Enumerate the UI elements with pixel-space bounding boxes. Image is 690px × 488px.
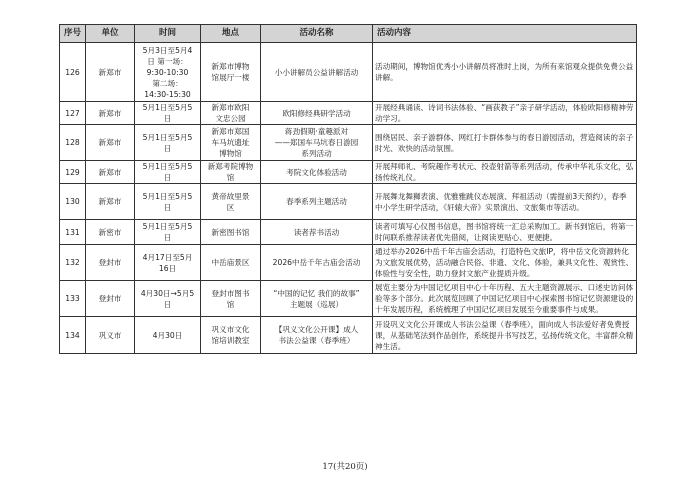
row-number: 129 bbox=[65, 167, 80, 177]
table-row bbox=[60, 43, 637, 102]
row-number: 133 bbox=[65, 294, 80, 303]
row-time: 5月1日至5月5 日 bbox=[142, 162, 193, 182]
row-activity-name-cell bbox=[261, 184, 373, 220]
row-number: 128 bbox=[65, 138, 80, 147]
row-activity-name-cell bbox=[261, 245, 373, 281]
row-activity-content: 通过举办2026中岳千年古庙会活动，打造特色文旅IP，将中岳文化资源转化为文旅发展优势，活动融合民俗、非遗、文化、体验，兼具文化性、观赏性、体验性与安全性，助力登封文旅产业提质升级。 bbox=[375, 247, 634, 278]
row-unit: 新密市 bbox=[98, 227, 122, 237]
row-time-cell bbox=[135, 102, 201, 125]
row-time: 4月17日至5月 16日 bbox=[142, 252, 193, 273]
row-activity-content: 读者可填写心仪图书信息，图书馆将统一汇总采购加工。新书到馆后，将第一时间联系推荐读者优先借阅，让阅读更贴心、更便捷。 bbox=[375, 222, 634, 242]
row-activity-name: 春季系列主题活动 bbox=[286, 197, 347, 206]
row-place: 新郑市博物 馆展厅一楼 bbox=[211, 62, 250, 82]
row-place-cell bbox=[201, 220, 261, 245]
row-activity-content-cell bbox=[373, 317, 637, 354]
row-activity-name: 蒋劲假期·童趣派对 ——郑国车马坑春日游园 系列活动 bbox=[274, 127, 359, 158]
row-place: 中岳庙景区 bbox=[211, 258, 250, 267]
row-place-cell bbox=[201, 102, 261, 125]
row-activity-content: 活动期间，博物馆优秀小小讲解员将准时上岗，为所有来馆观众提供免费公益讲解。 bbox=[375, 62, 634, 82]
activity-table bbox=[59, 24, 637, 354]
row-unit-cell bbox=[86, 317, 135, 354]
row-time-cell bbox=[135, 281, 201, 317]
row-place: 新密图书馆 bbox=[211, 227, 250, 237]
row-activity-content-cell bbox=[373, 220, 637, 245]
row-place-cell bbox=[201, 245, 261, 281]
row-activity-name: 欧阳修经典研学活动 bbox=[282, 108, 351, 118]
row-activity-content: 开展拜师礼、考院趣作考状元、投壶射箭等系列活动，传承中华礼乐文化，弘扬传统礼仪。 bbox=[375, 162, 634, 182]
row-unit-cell bbox=[86, 184, 135, 220]
row-activity-content-cell bbox=[373, 281, 637, 317]
row-unit: 登封市 bbox=[98, 258, 122, 267]
table-body bbox=[60, 43, 637, 354]
header-activity-name: 活动名称 bbox=[261, 25, 373, 43]
table-row bbox=[60, 245, 637, 281]
header-activity-content: 活动内容 bbox=[373, 25, 637, 43]
row-activity-content: 围绕居民、亲子游群体、网红打卡群体参与的春日游园活动，营造阅读的亲子时光、欢快的活动氛围。 bbox=[375, 132, 634, 153]
row-activity-content-cell bbox=[373, 184, 637, 220]
row-number-cell bbox=[60, 281, 86, 317]
row-time: 5月1日至5月5 日 bbox=[142, 103, 193, 123]
row-place: 黄帝故里景 区 bbox=[211, 191, 250, 212]
row-unit: 新郑市 bbox=[98, 197, 122, 206]
row-place-cell bbox=[201, 161, 261, 184]
header-place: 地点 bbox=[201, 25, 261, 43]
row-number: 126 bbox=[65, 67, 80, 77]
row-number: 132 bbox=[65, 258, 80, 267]
row-activity-name-cell bbox=[261, 125, 373, 161]
table-header-row bbox=[60, 25, 637, 43]
row-place: 新郑考院博物 馆 bbox=[207, 162, 254, 182]
row-unit: 登封市 bbox=[98, 294, 122, 303]
row-activity-name: 【巩义文化公开课】成人 书法公益课（春季班） bbox=[274, 325, 359, 345]
row-activity-name: 考院文化体验活动 bbox=[286, 167, 347, 177]
row-place-cell bbox=[201, 125, 261, 161]
row-unit-cell bbox=[86, 220, 135, 245]
table-row bbox=[60, 220, 637, 245]
row-activity-name-cell bbox=[261, 102, 373, 125]
table-row bbox=[60, 281, 637, 317]
row-unit: 新郑市 bbox=[98, 108, 122, 118]
row-time-cell bbox=[135, 161, 201, 184]
row-number-cell bbox=[60, 102, 86, 125]
row-unit: 巩义市 bbox=[98, 330, 122, 340]
row-unit-cell bbox=[86, 281, 135, 317]
row-time: 4月30日 bbox=[152, 330, 183, 340]
row-time-cell bbox=[135, 245, 201, 281]
row-activity-name: 2026中岳千年古庙会活动 bbox=[272, 258, 361, 267]
row-activity-content-cell bbox=[373, 161, 637, 184]
row-time-cell bbox=[135, 125, 201, 161]
row-number-cell bbox=[60, 220, 86, 245]
row-unit-cell bbox=[86, 43, 135, 102]
row-time-cell bbox=[135, 220, 201, 245]
row-activity-name-cell bbox=[261, 43, 373, 102]
row-time: 5月3日至5月4 日 第一场： 9:30-10:30 第二场： 14:30-15:30 bbox=[142, 45, 193, 99]
row-unit: 新郑市 bbox=[98, 138, 122, 147]
row-number: 134 bbox=[65, 330, 80, 340]
table-row bbox=[60, 125, 637, 161]
row-time: 5月1日至5月5 日 bbox=[142, 222, 193, 242]
row-activity-name-cell bbox=[261, 220, 373, 245]
row-place-cell bbox=[201, 184, 261, 220]
row-time: 5月1日至5月5 日 bbox=[142, 191, 193, 212]
row-time-cell bbox=[135, 317, 201, 354]
row-number-cell bbox=[60, 125, 86, 161]
row-place: 新郑市郑国 车马坑遗址 博物馆 bbox=[211, 127, 250, 158]
row-place-cell bbox=[201, 281, 261, 317]
table-row bbox=[60, 184, 637, 220]
row-time: 5月1日至5月5 日 bbox=[142, 132, 193, 153]
row-number: 127 bbox=[65, 108, 80, 118]
row-activity-name: 读者荐书活动 bbox=[293, 227, 340, 237]
row-number-cell bbox=[60, 184, 86, 220]
row-activity-content-cell bbox=[373, 43, 637, 102]
row-activity-name-cell bbox=[261, 281, 373, 317]
header-unit: 单位 bbox=[86, 25, 135, 43]
row-place: 新郑市欧阳 文忠公园 bbox=[211, 103, 250, 123]
row-number-cell bbox=[60, 245, 86, 281]
row-activity-content: 开展经典诵读、诗词书法体验、“画荻教子”亲子研学活动，体验欧阳修精神劳动学习。 bbox=[375, 103, 634, 123]
row-time-cell bbox=[135, 184, 201, 220]
row-unit-cell bbox=[86, 125, 135, 161]
row-activity-content: 展览主要分为中国记忆项目中心十年历程、五大主题资源展示、口述史访问体验等多个部分。此次展览回顾了中国记忆项目中心探索图书馆记忆资源建设的十年发展历程，系统梳理了中国记忆项目发展至今重要事件与成果。 bbox=[375, 283, 634, 314]
row-number: 131 bbox=[65, 227, 80, 237]
row-unit-cell bbox=[86, 245, 135, 281]
row-place: 巩义市文化 馆培训教室 bbox=[211, 325, 250, 345]
row-time: 4月30日→5月5 日 bbox=[140, 288, 195, 309]
header-no: 序号 bbox=[60, 25, 86, 43]
page-number: 17(共20页) bbox=[322, 462, 368, 472]
row-unit-cell bbox=[86, 102, 135, 125]
row-unit-cell bbox=[86, 161, 135, 184]
table-row bbox=[60, 317, 637, 354]
row-place-cell bbox=[201, 317, 261, 354]
row-activity-name-cell bbox=[261, 161, 373, 184]
row-activity-name: “中国的记忆 我们的故事” 主题展（巡展） bbox=[273, 288, 360, 309]
table-row bbox=[60, 161, 637, 184]
row-time-cell bbox=[135, 43, 201, 102]
row-activity-content: 开设巩义文化公开课成人书法公益课（春季班），面向成人书法爱好者免费授课，从基础笔法到作品创作，系统提升书写技艺，弘扬传统文化，丰富群众精神生活。 bbox=[375, 319, 634, 351]
row-activity-name-cell bbox=[261, 317, 373, 354]
row-number-cell bbox=[60, 161, 86, 184]
row-number: 130 bbox=[65, 197, 80, 206]
row-activity-content: 开展舞龙舞狮表演、优雅雅跳仪态展演、拜祖活动（需提前3天预约），春季中小学生研学活动，《轩辕大帝》实景演出、文旅集市等活动。 bbox=[375, 191, 627, 212]
row-place: 登封市图书 馆 bbox=[211, 288, 250, 309]
row-activity-name: 小小讲解员公益讲解活动 bbox=[274, 67, 359, 77]
table-row bbox=[60, 102, 637, 125]
row-activity-content-cell bbox=[373, 125, 637, 161]
row-place-cell bbox=[201, 43, 261, 102]
row-unit: 新郑市 bbox=[98, 167, 122, 177]
header-time: 时间 bbox=[135, 25, 201, 43]
row-activity-content-cell bbox=[373, 245, 637, 281]
row-unit: 新郑市 bbox=[98, 67, 122, 77]
row-number-cell bbox=[60, 317, 86, 354]
row-number-cell bbox=[60, 43, 86, 102]
row-activity-content-cell bbox=[373, 102, 637, 125]
